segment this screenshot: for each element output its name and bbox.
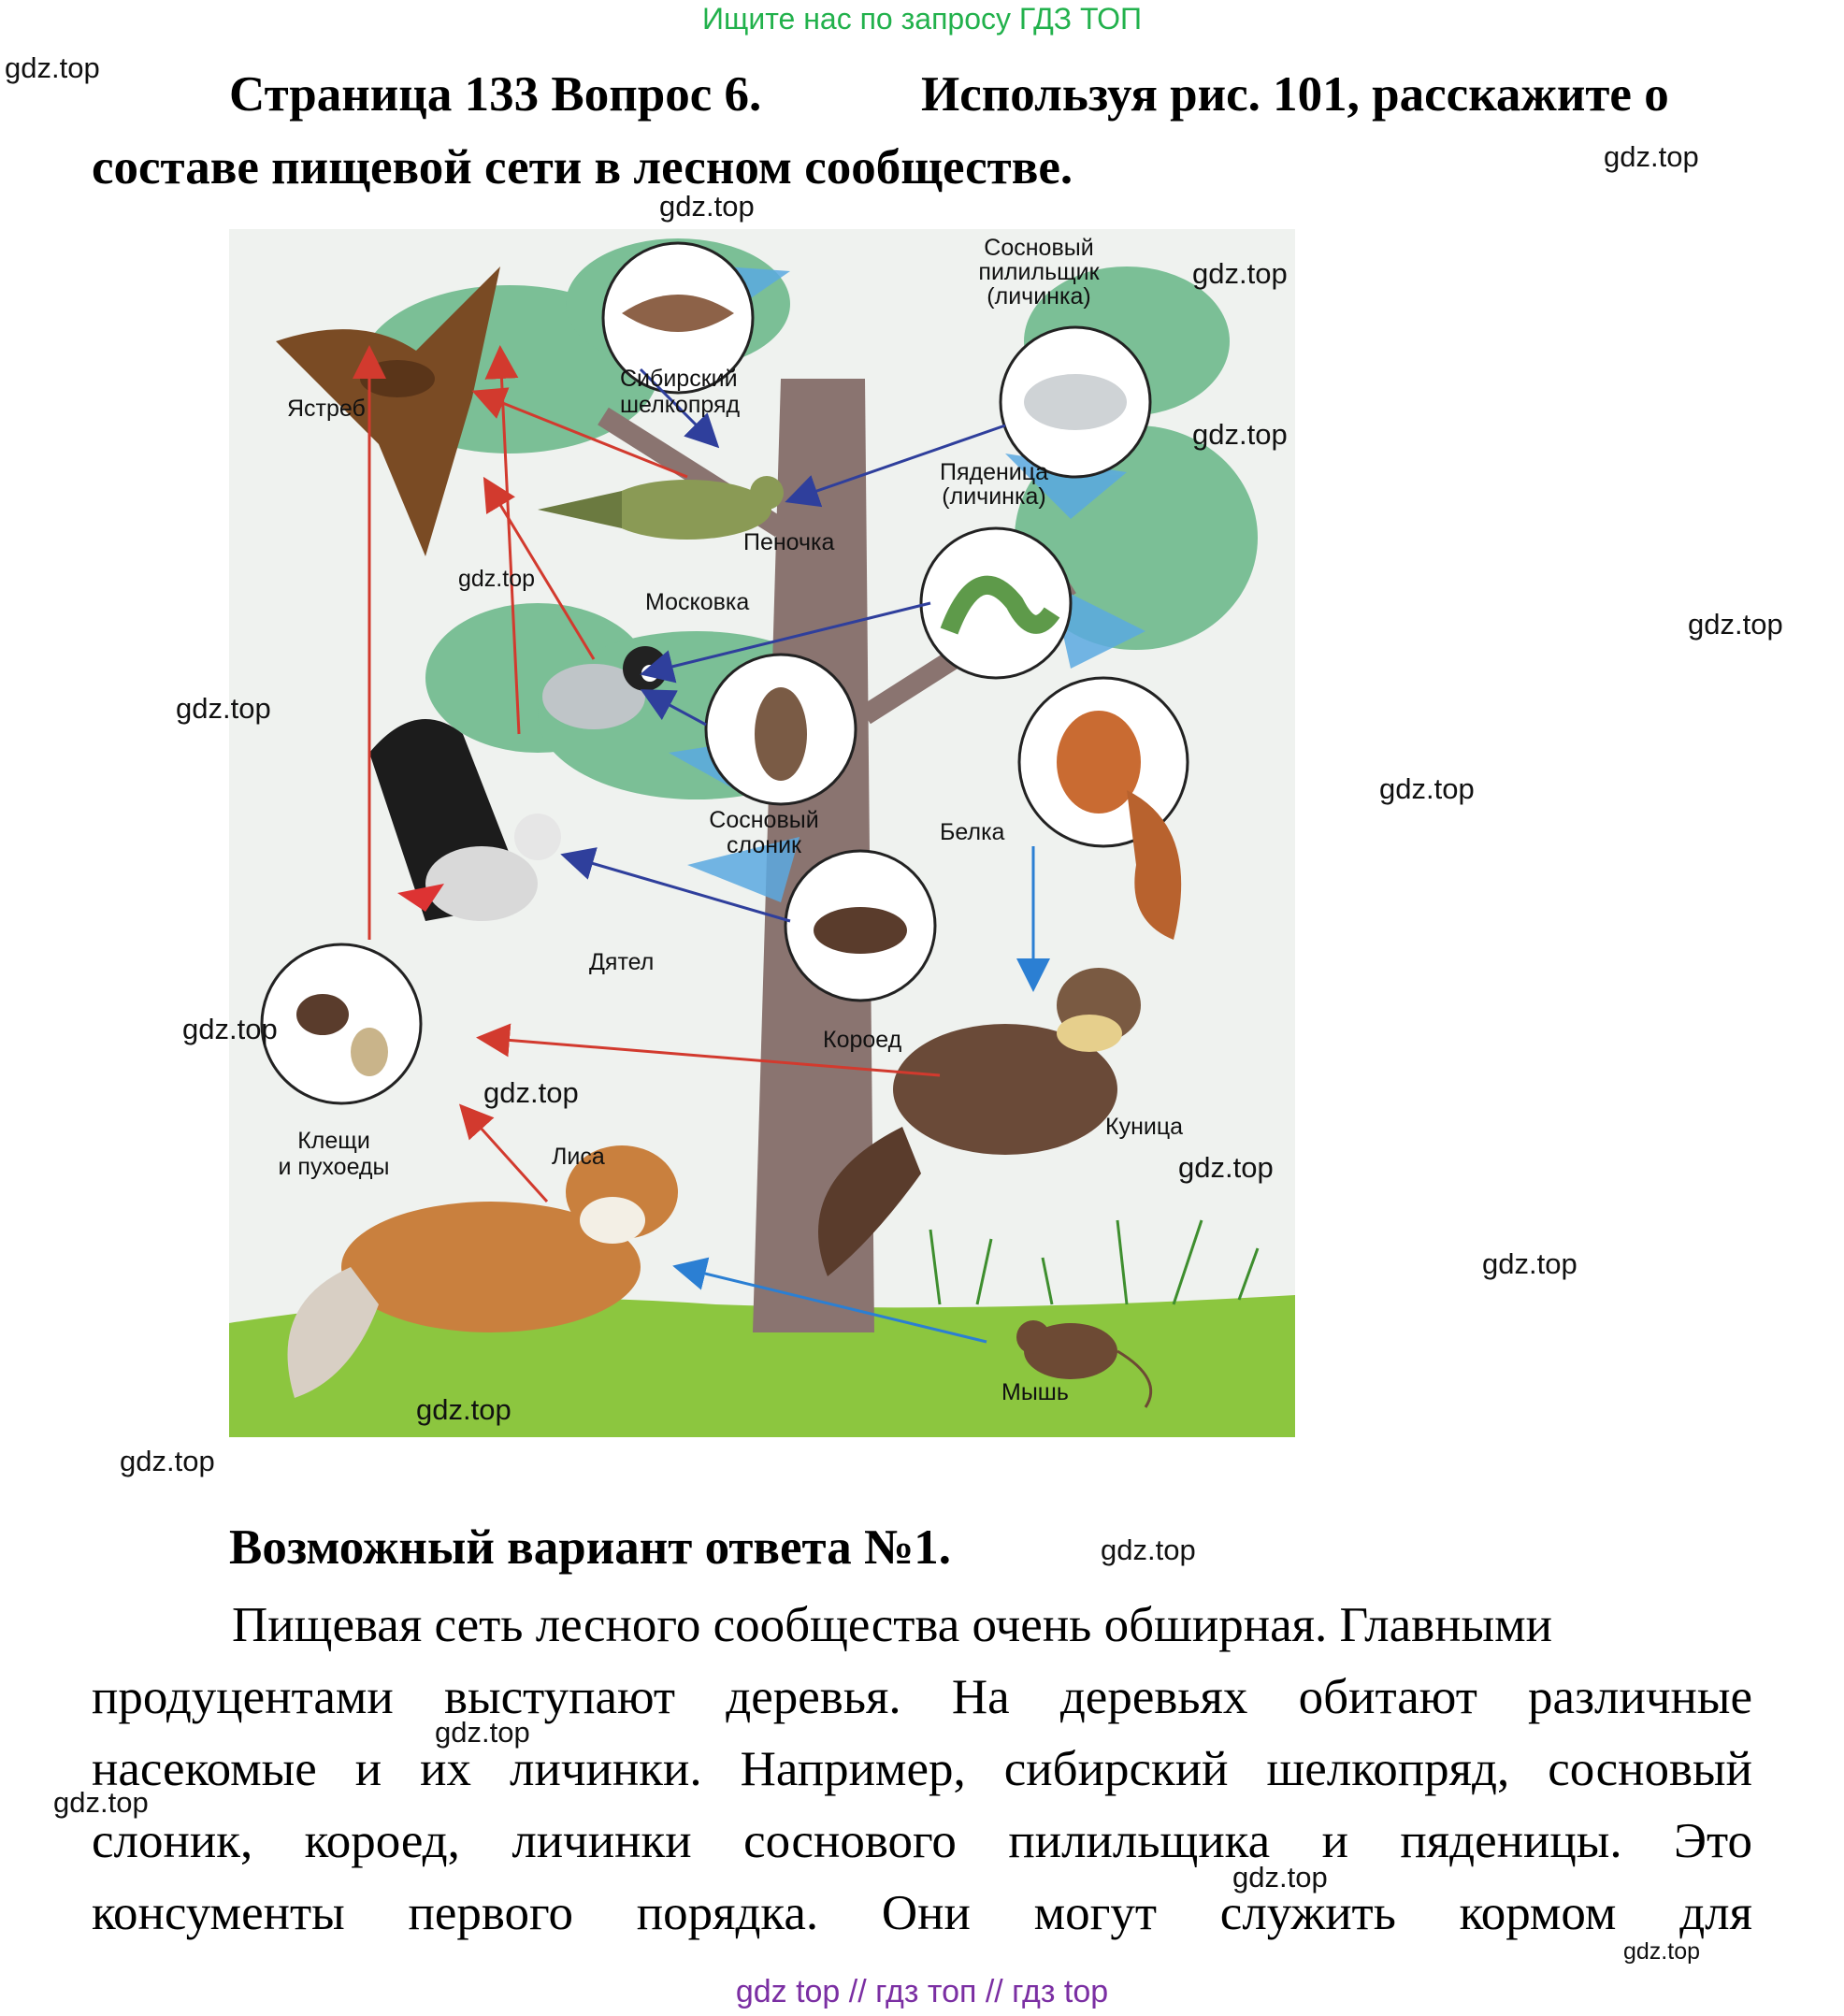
ticks-circle: [262, 944, 421, 1103]
watermark: gdz.top: [659, 190, 755, 223]
label-silkworm-2: шелкопряд: [620, 392, 741, 418]
watermark: gdz.top: [1178, 1151, 1274, 1184]
label-ticks-1: Клещи: [297, 1128, 370, 1154]
search-banner[interactable]: Ищите нас по запросу ГДЗ ТОП: [702, 2, 1142, 36]
food-web-illustration: [229, 229, 1295, 1437]
label-sawfly-2: пилильщик: [978, 259, 1100, 285]
label-geometer-2: (личинка): [942, 483, 1046, 510]
watermark: gdz.top: [416, 1393, 511, 1426]
label-hawk: Ястреб: [287, 396, 366, 422]
watermark: gdz.top: [1101, 1534, 1196, 1566]
watermark: gdz.top: [1379, 772, 1475, 805]
question-page-number: Страница 133 Вопрос 6.: [229, 67, 762, 122]
label-fox: Лиса: [552, 1144, 605, 1170]
sawfly-circle: [1001, 327, 1150, 477]
watermark: gdz.top: [1604, 140, 1699, 173]
watermark: gdz.top: [483, 1076, 579, 1109]
label-marten: Куница: [1105, 1114, 1184, 1140]
label-mouse: Мышь: [1001, 1379, 1069, 1405]
barkbeetle-circle: [785, 851, 935, 1001]
answer-line-2: продуцентами выступают деревья. На деревьях обитают различные: [92, 1670, 1752, 1724]
answer-line-1: Пищевая сеть лесного сообщества очень обширная. Главными: [232, 1598, 1553, 1652]
food-web-figure: [229, 229, 1295, 1437]
question-text-line2: составе пищевой сети в лесном сообществе.: [92, 140, 1073, 194]
watermark: gdz.top: [182, 1013, 278, 1045]
label-weevil-1: Сосновый: [709, 807, 819, 833]
watermark: gdz.top: [120, 1445, 215, 1477]
answer-paragraph: [92, 1590, 1752, 1662]
watermark: gdz.top: [1623, 1938, 1701, 1965]
watermark: gdz.top: [1232, 1861, 1328, 1894]
answer-line-5: консументы первого порядка. Они могут служить кормом для: [92, 1886, 1752, 1940]
watermark: gdz.top: [1688, 608, 1783, 641]
weevil-circle: [706, 655, 856, 804]
footer-links[interactable]: gdz top // гдз топ // гдз top: [735, 1974, 1109, 2009]
label-geometer-1: Пяденица: [940, 459, 1048, 485]
label-woodpecker: Дятел: [589, 949, 655, 975]
watermark: gdz.top: [1482, 1247, 1577, 1280]
label-warbler: Пеночка: [743, 529, 835, 555]
question-text-line1: Используя рис. 101, расскажите о: [921, 67, 1669, 122]
label-weevil-2: слоник: [727, 832, 801, 858]
answer-title: Возможный вариант ответа №1.: [229, 1520, 951, 1575]
watermark: gdz.top: [435, 1716, 530, 1749]
watermark: gdz.top: [1192, 257, 1288, 290]
label-barkbeetle: Короед: [823, 1027, 902, 1053]
watermark: gdz.top: [1192, 418, 1288, 451]
answer-line-3: насекомые и их личинки. Например, сибирский шелкопряд, сосновый: [92, 1742, 1752, 1796]
watermark: gdz.top: [53, 1786, 149, 1819]
label-sawfly-3: (личинка): [987, 283, 1091, 310]
watermark: gdz.top: [458, 566, 536, 592]
watermark: gdz.top: [176, 692, 271, 725]
label-silkworm-1: Сибирский: [620, 366, 738, 392]
label-ticks-2: и пухоеды: [278, 1154, 390, 1180]
answer-line-4: слоник, короед, личинки соснового пилильщика и пяденицы. Это: [92, 1814, 1752, 1868]
geometer-circle: [921, 528, 1071, 678]
label-squirrel: Белка: [940, 819, 1005, 845]
label-sawfly-1: Сосновый: [984, 235, 1094, 261]
label-tit: Московка: [645, 589, 750, 615]
watermark: gdz.top: [5, 51, 100, 84]
